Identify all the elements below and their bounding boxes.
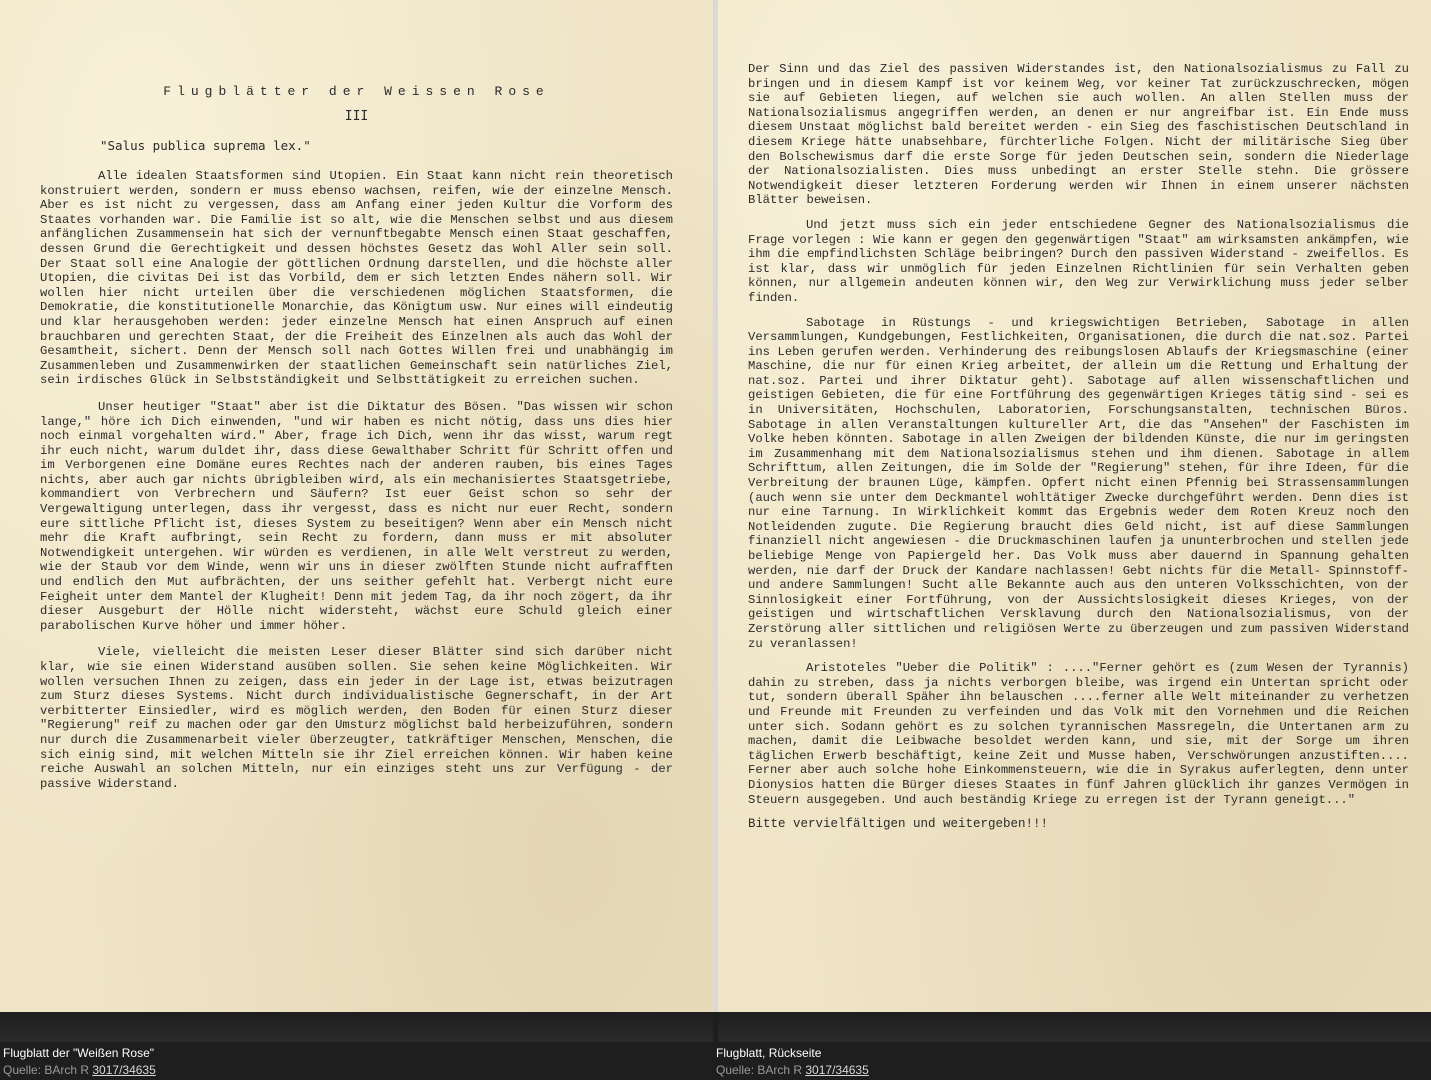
caption-strip-right (718, 1012, 1431, 1042)
paragraph-5: Und jetzt muss sich ein jeder entschiedene Gegner des Nationalsozialismus die Frage vorlegen : Wie kann er gegen den gegenwärtigen "Staat" am wirksamsten ankämpfen, wie ihm die empfindlichsten Schläge beibringen? Durch den passiven Widerstand - zweifellos. Es ist klar, dass wir unmöglich für jeden Einzelnen Richtlinien für sein Verhalten geben können, nur allgemein andeuten können wir, den Weg zur Verwirklichung muss jeder selber finden. (748, 217, 1409, 305)
aristotle-quote: Aristoteles "Ueber die Politik" : ...."Ferner gehört es (zum Wesen der Tyrannis) dahin zu streben, dass ja nichts verborgen bleibe, was irgend ein Untertan spricht oder tut, sondern überall Späher ihn belauschen ....ferner alle Welt miteinander zu verhetzen und Freunde mit Freunden zu verfeinden und das Volk mit den Vornehmen und die Reichen unter sich. Sodann gehört es zu solchen tyrannischen Massregeln, die Untertanen arm zu machen, damit die Leibwache besoldet werden kann, und sie, mit der Sorge um ihren täglichen Erwerb beschäftigt, keine Zeit und Musse haben, Verschwörungen anzustiften.... Ferner aber auch solche hohe Einkommensteuern, wie die in Syrakus auferlegten, denn unter Dionysios hatten die Bürger dieses Staates in fünf Jahren glücklich ihr ganzes Vermögen in Steuern ausgegeben. Und auch beständig Kriege zu erregen ist der Tyrann geneigt..." (748, 661, 1409, 807)
caption-left-title: Flugblatt der "Weißen Rose" (3, 1046, 155, 1060)
caption-left (3, 1045, 156, 1079)
caption-right (716, 1045, 869, 1079)
paragraph-4: Der Sinn und das Ziel des passiven Widerstandes ist, den Nationalsozialismus zu Fall zu bringen und in diesem Kampf ist vor keinem Weg, vor keiner Tat zurückzuschrecken, mögen sie auf Gebieten liegen, auf welchen sie auch wollen. An allen Stellen muss der Nationalsozialismus angegriffen werden, an denen er nur angreifbar ist. Ein Ende muss diesem Unstaat möglichst bald bereitet werden - ein Sieg des faschistischen Deutschland in diesem Kriege hätte unabsehbare, fürchterliche Folgen. Nicht der militärische Sieg über den Bolschewismus darf die erste Sorge für jeden Deutschen sein, sondern die Niederlage der Nationalsozialisten. Dies muss unbedingt an erster Stelle stehn. Die grössere Notwendigkeit dieser letzteren Forderung werden wir Ihnen in einem unserer nächsten Blätter beweisen. (748, 62, 1409, 208)
leaflet-motto: "Salus publica suprema lex." (100, 138, 311, 153)
closing-line: Bitte vervielfältigen und weitergeben!!! (748, 817, 1049, 832)
leaflet-front-page (0, 0, 713, 1012)
caption-right-title: Flugblatt, Rückseite (716, 1046, 822, 1060)
paragraph-1: Alle idealen Staatsformen sind Utopien. Ein Staat kann nicht rein theoretisch konstruiert werden, sondern er muss ebenso wachsen, reifen, wie der einzelne Mensch. Aber es ist nicht zu vergessen, dass am Anfang einer jeden Kultur die Vorform des Staates vorhanden war. Die Familie ist so alt, wie die Menschen selbst und aus diesem anfänglichen Zusammensein hat sich der vernunftbegabte Mensch einen Staat geschaffen, dessen Grund die Gerechtigkeit und dessen höchstes Gesetz das Wohl Aller sein soll. Der Staat soll eine Analogie der göttlichen Ordnung darstellen, und die höchste aller Utopien, die civitas Dei ist das Vorbild, dem er sich letzten Endes nähern soll. Wir wollen hier nicht urteilen über die verschiedenen möglichen Staatsformen, die Demokratie, die konstitutionelle Monarchie, das Königtum usw. Nur eines will eindeutig und klar herausgehoben werden: jeder einzelne Mensch hat einen Anspruch auf einen brauchbaren und gerechten Staat, der die Freiheit des Einzelnen als auch das Wohl der Gesamtheit, sichert. Denn der Mensch soll nach Gottes Willen frei und unabhängig im Zusammenleben und Zusammenwirken der staatlichen Gemeinschaft sein natürliches Ziel, sein irdisches Glück in Selbstständigkeit und Selbsttätigkeit zu erreichen suchen. (40, 169, 673, 388)
source-prefix: Quelle: BArch R (3, 1063, 93, 1077)
paragraph-6: Sabotage in Rüstungs - und kriegswichtigen Betrieben, Sabotage in allen Versammlungen, Kundgebungen, Festlichkeiten, Organisationen, die durch die nat.soz. Partei ins Leben gerufen werden. Verhinderung des reibungslosen Ablaufs der Kriegsmaschine (einer Maschine, die nur für einen Krieg arbeitet, der allein um die Rettung und Erhaltung der nat.soz. Partei und ihrer Diktatur geht). Sabotage auf allen wissenschaftlichen und geistigen Gebieten, die für eine Fortführung des gegenwärtigen Krieges tätig sind - sei es in Universitäten, Hochschulen, Laboratorien, Forschungsanstalten, technischen Büros. Sabotage in allen Veranstaltungen kultureller Art, die das "Ansehen" der Faschisten im Volke heben könnten. Sabotage in allen Zweigen der bildenden Künste, die nur im geringsten im Zusammenhang mit dem Nationalsozialismus stehen und ihm dienen. Sabotage in allem Schrifttum, allen Zeitungen, die im Solde der "Regierung" stehen, für ihre Ideen, für die Verbreitung der braunen Lüge, kämpfen. Opfert nicht einen Pfennig bei Strassensammlungen (auch wenn sie unter dem Deckmantel wohltätiger Zwecke durchgeführt werden. Denn dies ist nur eine Tarnung. In Wirklichkeit kommt das Ergebnis weder dem Roten Kreuz noch den Notleidenden zugute. Die Regierung braucht dies Geld nicht, ist auf diese Sammlungen finanziell nicht angewiesen - die Druckmaschinen laufen ja ununterbrochen und stellen jede beliebige Menge von Papiergeld her. Das Volk muss aber dauernd in Spannung gehalten werden, nie darf der Druck der Kandare nachlassen! Gebt nichts für die Metall- Spinnstoff- und andere Sammlungen! Sucht alle Bekannte auch aus den unteren Volksschichten, von der Sinnlosigkeit einer Fortführung, von der Aussichtslosigkeit dieses Krieges, von der geistigen und wirtschaftlichen Versklavung durch den Nationalsozialismus, von der Zerstörung aller sittlichen und religiösen Werte zu überzeugen und zum passiven Widerstand zu veranlassen! (748, 315, 1409, 651)
leaflet-back-page (718, 0, 1431, 1012)
caption-right-source (716, 1062, 869, 1079)
paragraph-3: Viele, vielleicht die meisten Leser dieser Blätter sind sich darüber nicht klar, wie sie einen Widerstand ausüben sollen. Sie sehen keine Möglichkeiten. Wir wollen versuchen Ihnen zu zeigen, dass ein jeder in der Lage ist, etwas beizutragen zum Sturz dieses Systems. Nicht durch individualistische Gegnerschaft, in der Art verbitterter Einsiedler, wird es möglich werden, den Boden für einen Sturz dieser "Regierung" reif zu machen oder gar den Umsturz möglichst bald herbeizuführen, sondern nur durch die Zusammenarbeit vieler überzeugter, tatkräftiger Menschen, Menschen, die sich einig sind, mit welchen Mitteln sie ihr Ziel erreichen können. Wir haben keine reiche Auswahl an solchen Mitteln, nur ein einziges steht uns zur Verfügung - der passive Widerstand. (40, 645, 673, 791)
source-link-right[interactable]: 3017/34635 (805, 1063, 869, 1077)
source-link-left[interactable]: 3017/34635 (92, 1063, 156, 1077)
paragraph-2: Unser heutiger "Staat" aber ist die Diktatur des Bösen. "Das wissen wir schon lange," höre ich Dich einwenden, "und wir haben es nicht nötig, dass uns dies hier noch einmal vorgehalten wird." Aber, frage ich Dich, wenn ihr das wisst, warum regt ihr euch nicht, warum duldet ihr, dass diese Gewalthaber Schritt für Schritt offen und im Verborgenen eine Domäne eures Rechtes nach der anderen rauben, bis eines Tages nichts, aber auch gar nichts übrigbleiben wird, als ein mechanisiertes Staatsgetriebe, kommandiert von Verbrechern und Säufern? Ist euer Geist schon so sehr der Vergewaltigung unterlegen, dass ihr vergesst, dass es nicht nur euer Recht, sondern eure sittliche Pflicht ist, dieses System zu beseitigen? Wenn aber ein Mensch nicht mehr die Kraft aufbringt, sein Recht zu fordern, dann muss er mit absoluter Notwendigkeit untergehen. Wir würden es verdienen, in alle Welt verstreut zu werden, wie der Staub vor dem Winde, wenn wir uns in dieser zwölften Stunde nicht aufrafften und endlich den Mut aufbrächten, der uns seither gefehlt hat. Verbergt nicht eure Feigheit unter dem Mantel der Klugheit! Denn mit jedem Tag, da ihr noch zögert, da ihr dieser Ausgeburt der Hölle nicht widersteht, wächst eure Schuld gleich einer parabolischen Kurve höher und immer höher. (40, 399, 673, 633)
leaflet-number: III (344, 109, 369, 124)
leaflet-title: Flugblätter der Weissen Rose (163, 84, 550, 99)
source-prefix: Quelle: BArch R (716, 1063, 806, 1077)
caption-strip-left (0, 1012, 713, 1042)
caption-left-source (3, 1062, 156, 1079)
